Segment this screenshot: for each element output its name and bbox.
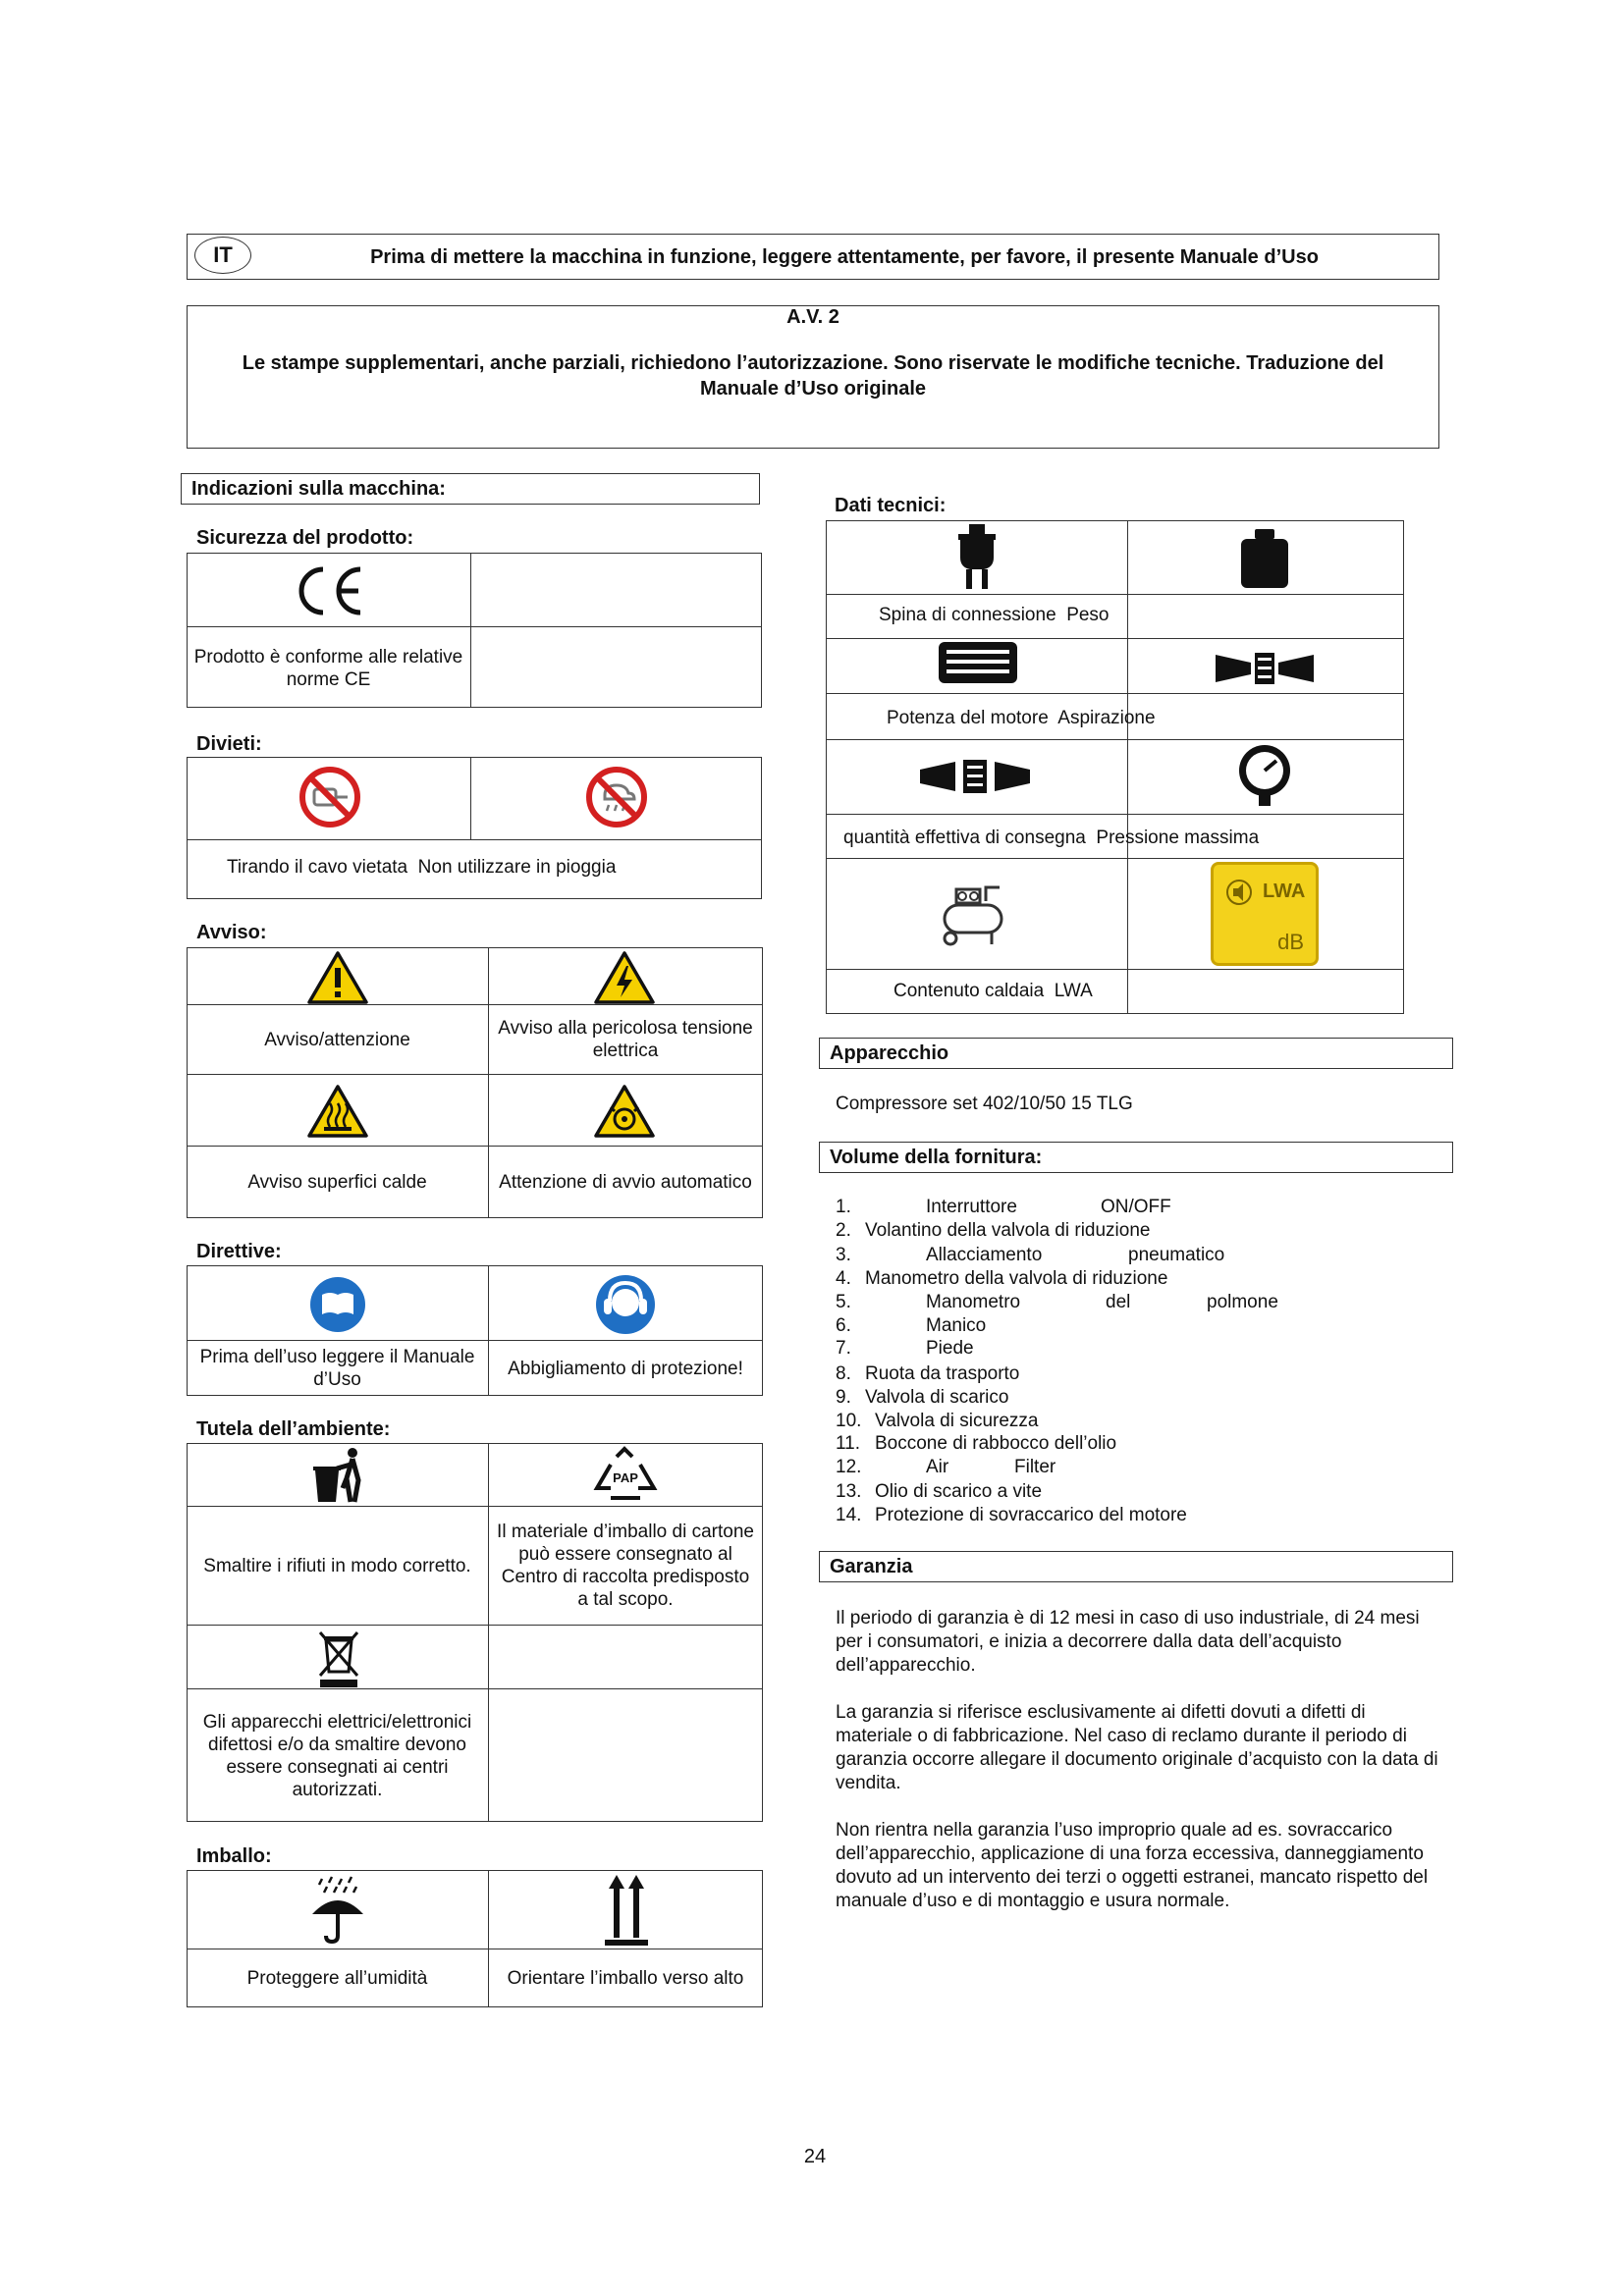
warranty-paragraph-1: Il periodo di garanzia è di 12 mesi in caso di uso industriale, di 24 mesi per i consumatori, e inizia a decorrere dalla data dell’acquisto dell’apparecchio. — [836, 1608, 1420, 1676]
hot-surface-icon — [306, 1084, 369, 1139]
orient-upward-label: Orientare l’imballo verso alto — [507, 1968, 744, 1989]
technical-data-title: Dati tecnici: — [835, 495, 947, 516]
version-label: A.V. 2 — [786, 306, 839, 328]
product-safety-title: Sicurezza del prodotto: — [196, 527, 414, 549]
delivery-scope-heading-text: Volume della fornitura: — [830, 1146, 1043, 1168]
apparatus-heading-text: Apparecchio — [830, 1041, 949, 1064]
auto-start-label: Attenzione di avvio automatico — [499, 1172, 752, 1193]
no-cable-pull-icon — [298, 766, 361, 828]
list-item: 6. Manico — [836, 1315, 987, 1336]
prohibitions-title: Divieti: — [196, 733, 262, 755]
environment-title: Tutela dell’ambiente: — [196, 1418, 391, 1440]
prohibitions-caption: Tirando il cavo vietata Non utilizzare in pioggia — [227, 857, 617, 878]
weight-icon — [1237, 527, 1292, 590]
list-item: 10. Valvola di sicurezza — [836, 1411, 1039, 1431]
warnings-title: Avviso: — [196, 922, 267, 943]
pap-label: PAP — [613, 1470, 638, 1485]
pressure-gauge-icon — [1235, 743, 1294, 808]
notice-line-2: Manuale d’Uso originale — [699, 378, 927, 400]
packaging-title: Imballo: — [196, 1845, 272, 1867]
list-item: 14. Protezione di sovraccarico del motore — [836, 1505, 1187, 1525]
waste-disposal-label: Smaltire i rifiuti in modo corretto. — [203, 1555, 471, 1576]
list-item: 13. Olio di scarico a vite — [836, 1481, 1043, 1502]
no-rain-icon — [585, 766, 648, 828]
list-item: 4. Manometro della valvola di riduzione — [836, 1268, 1168, 1289]
protect-humidity-label: Proteggere all’umidità — [246, 1968, 428, 1989]
warranty-paragraph-2: La garanzia si riferisce esclusivamente ai difetti dovuti a difetti di materiale o di fabbricazione. Nel caso di reclamo durante il periodo di garanzia occorre allegare il documento originale d’acquisto con la data di vendita. — [836, 1702, 1438, 1793]
read-manual-icon — [308, 1275, 367, 1334]
this-way-up-icon — [601, 1873, 652, 1948]
warranty-paragraph-3: Non rientra nella garanzia l’uso improprio quale ad es. sovraccarico dell’apparecchio, applicazione di una forza eccessiva, danneggiamento dovuto ad un intervento dei terzi o oggetti estranei, mancato rispetto del manuale d’uso e di montaggio e usura normale. — [836, 1820, 1429, 1911]
notice-line-1: Le stampe supplementari, anche parziali, richiedono l’autorizzazione. Sono riservate le modifiche tecniche. Traduzione del — [242, 352, 1384, 374]
directives-title: Direttive: — [196, 1241, 282, 1262]
tank-capacity-icon — [941, 883, 1009, 948]
list-item: 9. Valvola di scarico — [836, 1387, 1009, 1408]
lwa-text: LWA — [1263, 881, 1306, 902]
list-item: 11. Boccone di rabbocco dell’olio — [836, 1433, 1117, 1454]
warning-electric-label: Avviso alla pericolosa tensione elettrica — [498, 1018, 753, 1061]
list-item: 8. Ruota da trasporto — [836, 1363, 1020, 1384]
motor-power-icon — [937, 640, 1019, 685]
page-number: 24 — [803, 2146, 827, 2167]
weee-bin-icon — [314, 1629, 363, 1689]
list-item: 3. Allacciamento pneumatico — [836, 1245, 1225, 1265]
machine-indications-heading — [181, 473, 760, 505]
tech-row-3-label: quantità effettiva di consegna Pressione massima — [843, 828, 1260, 848]
general-warning-icon — [306, 950, 369, 1005]
lwa-sound-label-icon — [1211, 862, 1319, 966]
list-item: 7. Piede — [836, 1338, 974, 1359]
language-badge — [194, 237, 251, 274]
ce-conformity-label: Prodotto è conforme alle relative norme CE — [193, 646, 463, 690]
packaging-material-label: Il materiale d’imballo di cartone può essere consegnato al Centro di raccolta predisposto a tal scopo. — [497, 1522, 754, 1610]
list-item: 5. Manometro del polmone — [836, 1292, 1278, 1312]
cardboard-recycling-icon — [591, 1445, 660, 1506]
air-intake-icon — [1214, 649, 1316, 688]
list-item: 1. Interruttore ON/OFF — [836, 1197, 1171, 1217]
trash-disposal-icon — [309, 1445, 368, 1506]
hearing-protection-icon — [594, 1273, 657, 1336]
warning-attention-label: Avviso/attenzione — [264, 1029, 410, 1050]
tech-row-4-label: Contenuto caldaia LWA — [893, 981, 1093, 1001]
delivery-scope-heading — [819, 1142, 1453, 1173]
db-text: dB — [1277, 930, 1304, 954]
protective-clothing-label: Abbigliamento di protezione! — [508, 1358, 743, 1379]
list-item: 2. Volantino della valvola di riduzione — [836, 1220, 1151, 1241]
warranty-heading-text: Garanzia — [830, 1555, 913, 1577]
list-item: 12. Air Filter — [836, 1457, 1056, 1477]
auto-start-icon — [593, 1084, 656, 1139]
apparatus-heading — [819, 1038, 1453, 1069]
power-plug-icon — [952, 524, 1001, 591]
ce-mark-icon — [290, 561, 368, 620]
machine-indications-heading-text: Indicazioni sulla macchina: — [191, 477, 446, 500]
weee-disposal-label: Gli apparecchi elettrici/elettronici difettosi e/o da smaltire devono essere consegnati ai centri autorizzati. — [202, 1711, 472, 1800]
hot-surface-label: Avviso superfici calde — [247, 1172, 427, 1193]
warranty-heading — [819, 1551, 1453, 1582]
electric-hazard-icon — [593, 950, 656, 1005]
tech-row-1-label: Spina di connessione Peso — [879, 605, 1110, 625]
keep-dry-umbrella-icon — [306, 1875, 369, 1946]
speaker-icon — [1225, 879, 1253, 906]
language-badge-text: IT — [213, 242, 233, 267]
header-title: Prima di mettere la macchina in funzione, leggere attentamente, per favore, il presente Manuale d’Uso — [370, 246, 1319, 268]
tech-row-2-label: Potenza del motore Aspirazione — [887, 708, 1156, 728]
delivery-volume-icon — [918, 756, 1032, 797]
apparatus-model: Compressore set 402/10/50 15 TLG — [836, 1094, 1133, 1114]
read-manual-label: Prima dell’uso leggere il Manuale d’Uso — [199, 1347, 475, 1390]
